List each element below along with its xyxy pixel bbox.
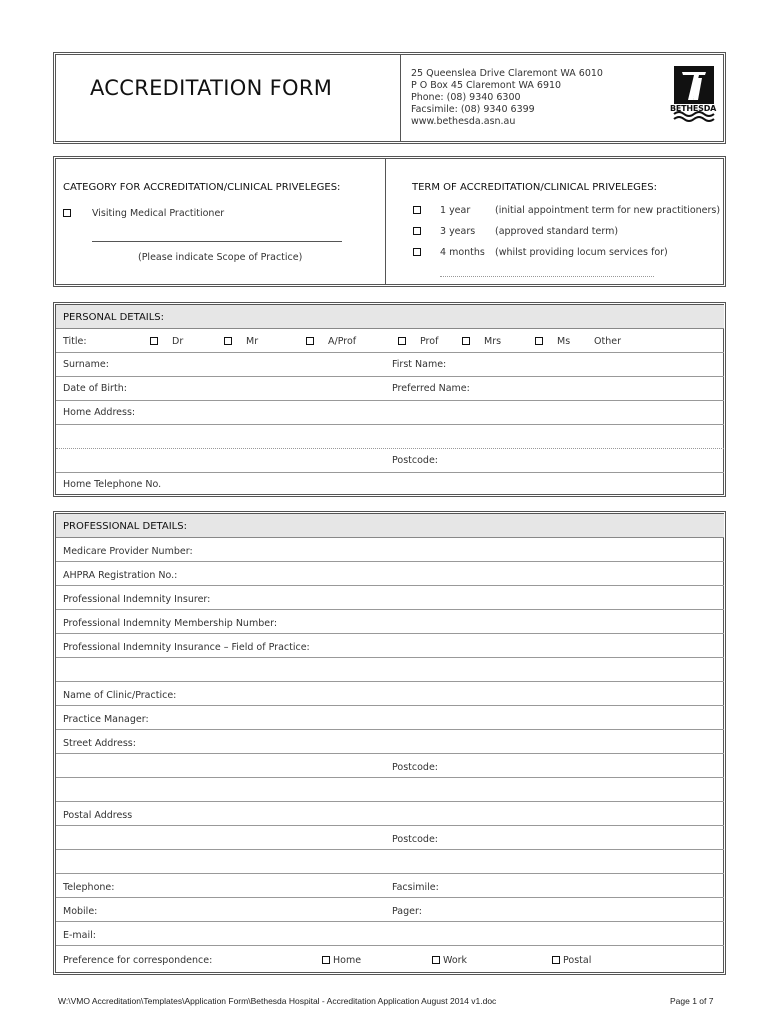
pref-postal-label: Postal: [563, 955, 592, 966]
email-label: E-mail:: [63, 930, 96, 941]
pager-label: Pager:: [392, 906, 422, 917]
category-heading: CATEGORY FOR ACCREDITATION/CLINICAL PRIVELEGES:: [63, 182, 341, 193]
term-3years-checkbox[interactable]: [413, 227, 421, 235]
postal-postcode-label: Postcode:: [392, 834, 438, 845]
pref-home-label: Home: [333, 955, 362, 966]
pref-home-checkbox[interactable]: [322, 956, 330, 964]
header-divider: [400, 55, 401, 141]
title-mrs-label: Mrs: [484, 336, 502, 347]
term-4months-checkbox[interactable]: [413, 248, 421, 256]
professional-heading: PROFESSIONAL DETAILS:: [63, 521, 187, 532]
email-row[interactable]: [56, 922, 724, 946]
address-fax: Facsimile: (08) 9340 6399: [411, 104, 535, 115]
pi-field-label: Professional Indemnity Insurance – Field of Practice:: [63, 642, 310, 653]
title-dr-checkbox[interactable]: [150, 337, 158, 345]
term-1year-checkbox[interactable]: [413, 206, 421, 214]
mobile-label: Mobile:: [63, 906, 98, 917]
pref-work-label: Work: [443, 955, 468, 966]
pi-field-row-2[interactable]: [56, 658, 724, 682]
dob-label: Date of Birth:: [63, 383, 127, 394]
street-row[interactable]: [56, 730, 724, 754]
logo-text: BETHESDA: [670, 104, 717, 113]
home-phone-label: Home Telephone No.: [63, 479, 162, 490]
pref-work-checkbox[interactable]: [432, 956, 440, 964]
address-line-2: P O Box 45 Claremont WA 6910: [411, 80, 562, 91]
home-address-row-2[interactable]: [56, 425, 724, 449]
ahpra-label: AHPRA Registration No.:: [63, 570, 178, 581]
preference-label: Preference for correspondence:: [63, 955, 213, 966]
title-ms-label: Ms: [557, 336, 571, 347]
title-label: Title:: [63, 336, 87, 347]
category-term-divider: [385, 159, 386, 284]
page-title: ACCREDITATION FORM: [90, 76, 333, 100]
surname-label: Surname:: [63, 359, 109, 370]
vmp-checkbox[interactable]: [63, 209, 71, 217]
street-label: Street Address:: [63, 738, 136, 749]
title-ms-checkbox[interactable]: [535, 337, 543, 345]
personal-heading: PERSONAL DETAILS:: [63, 312, 165, 323]
manager-label: Practice Manager:: [63, 714, 149, 725]
blank-row-2[interactable]: [56, 850, 724, 874]
telephone-label: Telephone:: [63, 882, 115, 893]
home-postcode-label: Postcode:: [392, 455, 438, 466]
postal-row[interactable]: [56, 802, 724, 826]
title-other-label: Other: [594, 336, 621, 347]
title-dr-label: Dr: [172, 336, 184, 347]
postal-postcode-row[interactable]: [56, 826, 724, 850]
preferred-name-label: Preferred Name:: [392, 383, 470, 394]
locum-line[interactable]: [440, 276, 654, 277]
term-heading: TERM OF ACCREDITATION/CLINICAL PRIVELEGES:: [412, 182, 657, 193]
scope-note: (Please indicate Scope of Practice): [138, 252, 303, 263]
dob-row[interactable]: [56, 377, 724, 401]
title-mr-checkbox[interactable]: [224, 337, 232, 345]
scope-line[interactable]: [92, 241, 342, 242]
term-4months-label: 4 months: [440, 247, 485, 258]
medicare-label: Medicare Provider Number:: [63, 546, 193, 557]
home-address-label: Home Address:: [63, 407, 136, 418]
home-address-row[interactable]: [56, 401, 724, 425]
title-prof-checkbox[interactable]: [398, 337, 406, 345]
footer-path: W:\VMO Accreditation\Templates\Application Form\Bethesda Hospital - Accreditation Application August 2014 v1.doc: [58, 996, 497, 1006]
street-postcode-row[interactable]: [56, 754, 724, 778]
first-name-label: First Name:: [392, 359, 447, 370]
category-term-box: [53, 156, 726, 287]
postal-label: Postal Address: [63, 810, 133, 821]
term-3years-note: (approved standard term): [495, 226, 619, 237]
clinic-label: Name of Clinic/Practice:: [63, 690, 177, 701]
pi-membership-label: Professional Indemnity Membership Number:: [63, 618, 278, 629]
term-1year-note: (initial appointment term for new practitioners): [495, 205, 721, 216]
title-aprof-label: A/Prof: [328, 336, 357, 347]
address-line-1: 25 Queenslea Drive Claremont WA 6010: [411, 68, 603, 79]
title-mr-label: Mr: [246, 336, 259, 347]
telephone-row[interactable]: [56, 874, 724, 898]
pref-postal-checkbox[interactable]: [552, 956, 560, 964]
page-number: Page 1 of 7: [670, 996, 714, 1006]
home-postcode-row[interactable]: [56, 449, 724, 473]
title-mrs-checkbox[interactable]: [462, 337, 470, 345]
vmp-label: Visiting Medical Practitioner: [92, 208, 225, 219]
term-1year-label: 1 year: [440, 205, 471, 216]
facsimile-label: Facsimile:: [392, 882, 439, 893]
mobile-row[interactable]: [56, 898, 724, 922]
bethesda-logo: [672, 64, 718, 126]
address-phone: Phone: (08) 9340 6300: [411, 92, 521, 103]
bethesda-logo-graphic: [672, 64, 718, 126]
term-4months-note: (whilst providing locum services for): [495, 247, 668, 258]
term-3years-label: 3 years: [440, 226, 476, 237]
pi-insurer-label: Professional Indemnity Insurer:: [63, 594, 211, 605]
title-aprof-checkbox[interactable]: [306, 337, 314, 345]
street-postcode-label: Postcode:: [392, 762, 438, 773]
surname-row[interactable]: [56, 353, 724, 377]
blank-row[interactable]: [56, 778, 724, 802]
manager-row[interactable]: [56, 706, 724, 730]
title-prof-label: Prof: [420, 336, 439, 347]
address-website: www.bethesda.asn.au: [411, 116, 516, 127]
